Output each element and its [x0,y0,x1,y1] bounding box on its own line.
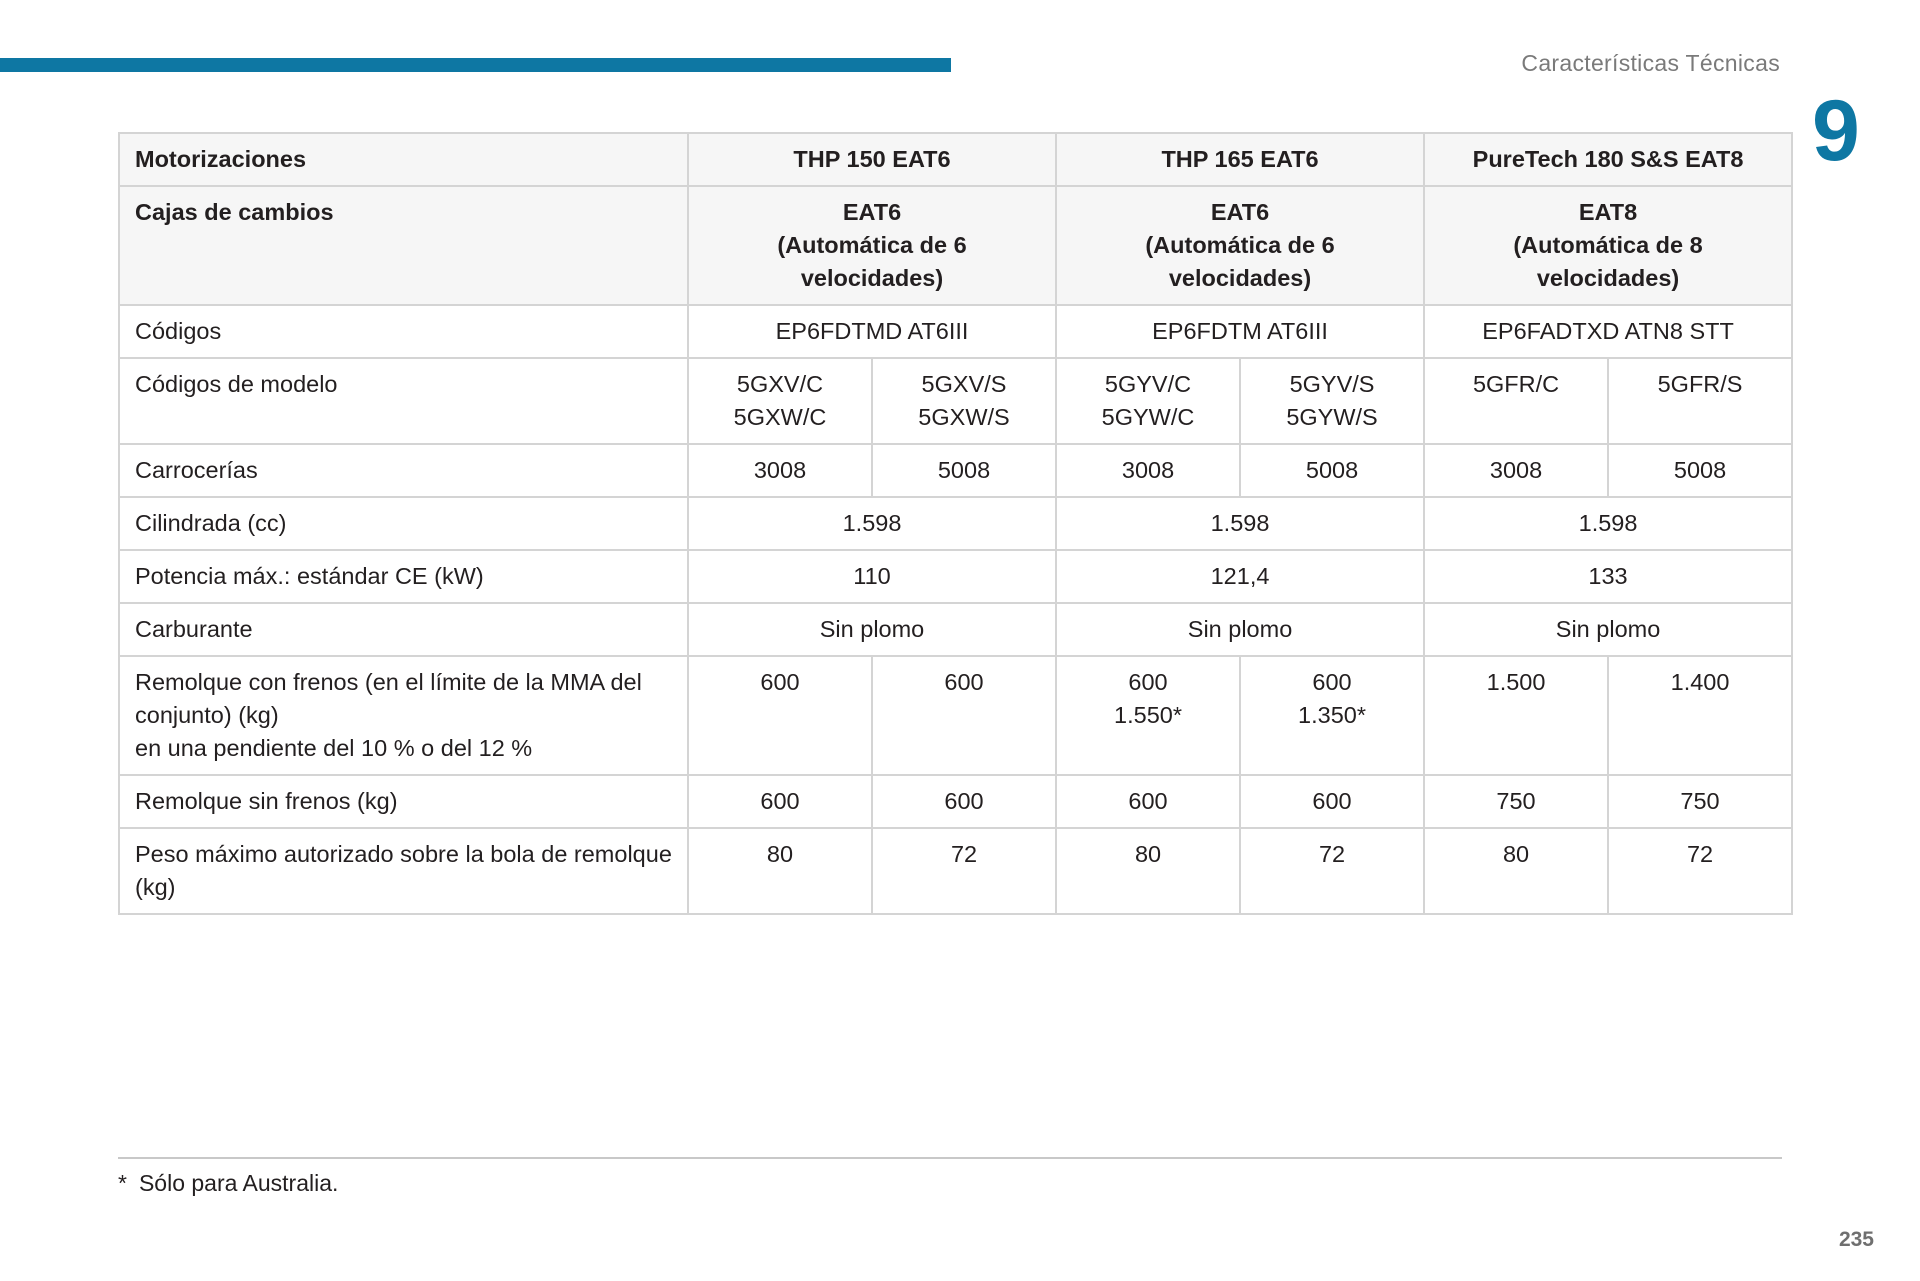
footnote [118,1170,338,1197]
row-label: Motorizaciones [119,133,688,186]
table-row [119,133,1792,186]
table-cell: 600 1.550* [1056,656,1240,775]
table-cell: 5GYV/S 5GYW/S [1240,358,1424,444]
table-cell: 72 [1240,828,1424,914]
table-cell: 600 [872,656,1056,775]
table-cell: 5GFR/S [1608,358,1792,444]
gearbox-cell: EAT6 (Automática de 6 velocidades) [688,186,1056,305]
table-cell: 5008 [1240,444,1424,497]
table-cell: 5GXV/C 5GXW/C [688,358,872,444]
table-row [119,775,1792,828]
row-label: Peso máximo autorizado sobre la bola de remolque (kg) [119,828,688,914]
engine-header-cell: THP 150 EAT6 [688,133,1056,186]
table-cell: 5GYV/C 5GYW/C [1056,358,1240,444]
table-cell: 80 [1056,828,1240,914]
table-cell: 3008 [688,444,872,497]
table-row [119,656,1792,775]
row-label: Carburante [119,603,688,656]
table-cell: 600 [688,775,872,828]
row-label: Cajas de cambios [119,186,688,305]
table-cell: 600 [1240,775,1424,828]
table-cell: 600 [1056,775,1240,828]
table-cell: 110 [688,550,1056,603]
footnote-text: Sólo para Australia. [138,1170,339,1196]
row-label: Cilindrada (cc) [119,497,688,550]
table-row [119,444,1792,497]
table-cell: EP6FDTMD AT6III [688,305,1056,358]
footnote-mark: * [118,1170,127,1196]
table-cell: 80 [688,828,872,914]
row-label: Códigos [119,305,688,358]
table-cell: EP6FADTXD ATN8 STT [1424,305,1792,358]
table-cell: 1.500 [1424,656,1608,775]
table-cell: 5008 [1608,444,1792,497]
table-cell: 72 [872,828,1056,914]
header-accent-bar [0,58,951,72]
engine-header-cell: THP 165 EAT6 [1056,133,1424,186]
row-label: Remolque sin frenos (kg) [119,775,688,828]
table-cell: 600 [688,656,872,775]
row-label: Remolque con frenos (en el límite de la MMA del conjunto) (kg) en una pendiente del 10 % o del 12 % [119,656,688,775]
section-title: Características Técnicas [1521,50,1780,76]
table-row [119,828,1792,914]
table-cell: 1.598 [688,497,1056,550]
footnote-divider [118,1157,1782,1159]
gearbox-cell: EAT8 (Automática de 8 velocidades) [1424,186,1792,305]
table-row [119,186,1792,305]
table-row [119,305,1792,358]
table-row [119,550,1792,603]
table-cell: 600 1.350* [1240,656,1424,775]
table-cell: 133 [1424,550,1792,603]
row-label: Potencia máx.: estándar CE (kW) [119,550,688,603]
chapter-number: 9 [1812,83,1860,179]
table-cell: 1.400 [1608,656,1792,775]
technical-specs-table [118,132,1793,915]
table-cell: 5GFR/C [1424,358,1608,444]
table-cell: 80 [1424,828,1608,914]
table-cell: Sin plomo [1056,603,1424,656]
table-cell: Sin plomo [688,603,1056,656]
table-cell: 5008 [872,444,1056,497]
gearbox-cell: EAT6 (Automática de 6 velocidades) [1056,186,1424,305]
table-cell: 750 [1608,775,1792,828]
table-cell: 750 [1424,775,1608,828]
table-row [119,358,1792,444]
table-cell: 1.598 [1056,497,1424,550]
table-cell: 600 [872,775,1056,828]
page-number: 235 [1838,1228,1874,1251]
row-label: Códigos de modelo [119,358,688,444]
table-cell: Sin plomo [1424,603,1792,656]
table-row [119,603,1792,656]
table-cell: 121,4 [1056,550,1424,603]
engine-header-cell: PureTech 180 S&S EAT8 [1424,133,1792,186]
table-cell: EP6FDTM AT6III [1056,305,1424,358]
table-cell: 3008 [1424,444,1608,497]
table-row [119,497,1792,550]
table-cell: 5GXV/S 5GXW/S [872,358,1056,444]
table-cell: 1.598 [1424,497,1792,550]
row-label: Carrocerías [119,444,688,497]
table-cell: 72 [1608,828,1792,914]
table-cell: 3008 [1056,444,1240,497]
